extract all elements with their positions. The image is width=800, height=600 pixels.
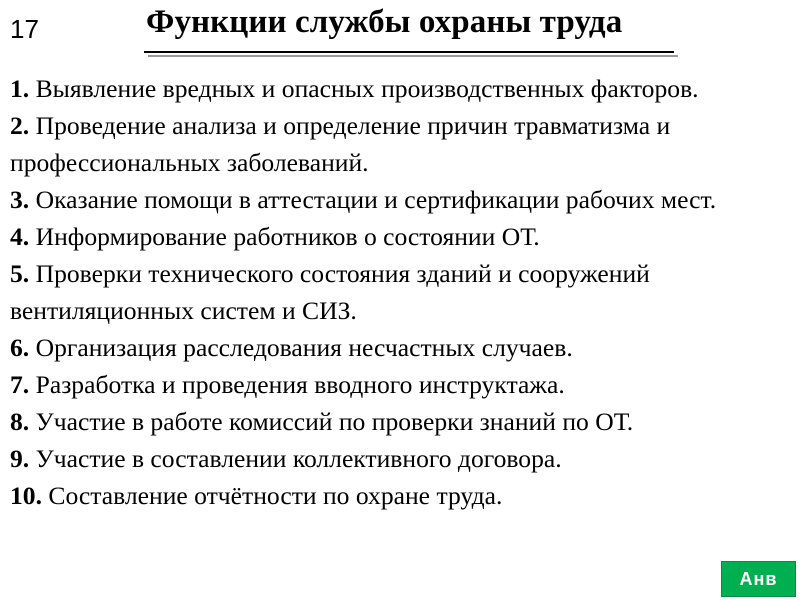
item-number: 5. [10, 259, 30, 288]
item-text: Выявление вредных и опасных производственных факторов. [29, 74, 699, 103]
list-item [10, 70, 795, 107]
title-underline-shadow [148, 55, 678, 57]
item-text: Оказание помощи в аттестации и сертификации рабочих мест. [29, 185, 717, 214]
item-text: Разработка и проведения вводного инструктажа. [29, 370, 565, 399]
list-item [10, 107, 795, 181]
item-number: 1. [10, 74, 30, 103]
item-number: 2. [10, 111, 30, 140]
item-text: Проведение анализа и определение причин травматизма и профессиональных заболеваний. [10, 111, 671, 177]
item-number: 6. [10, 333, 30, 362]
list-item [10, 329, 795, 366]
item-number: 7. [10, 370, 30, 399]
list-item [10, 181, 795, 218]
item-text: Участие в составлении коллективного договора. [29, 444, 562, 473]
slide-title: Функции службы охраны труда [146, 4, 623, 40]
list-item [10, 255, 795, 329]
item-number: 9. [10, 444, 30, 473]
item-number: 10. [10, 481, 42, 510]
title-underline [144, 51, 674, 53]
list-item [10, 477, 795, 514]
item-number: 3. [10, 185, 30, 214]
item-text: Организация расследования несчастных случаев. [29, 333, 573, 362]
item-text: Проверки технического состояния зданий и сооружений вентиляционных систем и СИЗ. [10, 259, 650, 325]
item-number: 4. [10, 222, 30, 251]
list-item [10, 403, 795, 440]
item-text: Информирование работников о состоянии ОТ. [29, 222, 540, 251]
item-number: 8. [10, 407, 30, 436]
slide-number: 17 [10, 14, 39, 44]
list-item [10, 218, 795, 255]
author-badge-button[interactable]: Анв [721, 561, 796, 597]
list-item [10, 366, 795, 403]
item-text: Составление отчётности по охране труда. [42, 481, 503, 510]
item-text: Участие в работе комиссий по проверки знаний по ОТ. [29, 407, 634, 436]
functions-list [10, 70, 795, 514]
list-item [10, 440, 795, 477]
